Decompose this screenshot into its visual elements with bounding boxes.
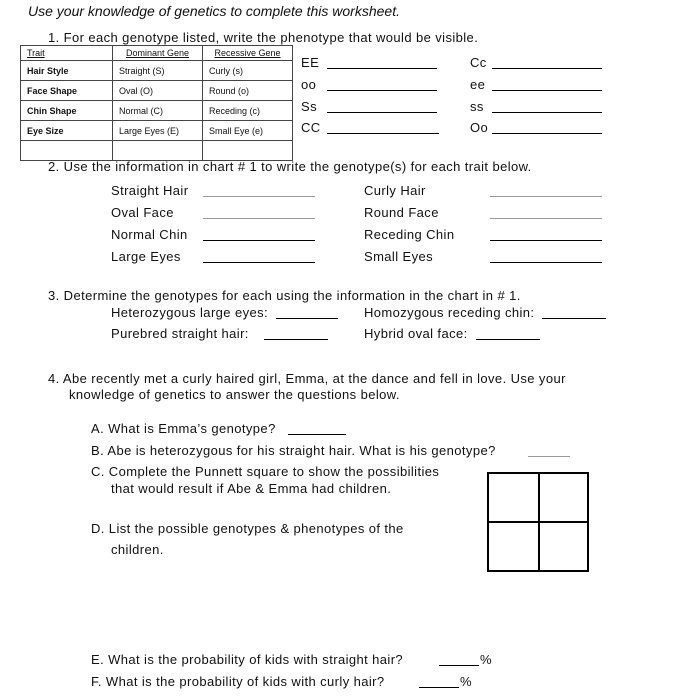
genotype-label: ss (470, 99, 484, 114)
punnett-square[interactable] (487, 472, 589, 572)
answer-blank[interactable] (419, 687, 459, 688)
answer-blank[interactable] (490, 218, 602, 219)
percent-sign: % (480, 652, 492, 667)
answer-blank[interactable] (492, 90, 602, 91)
answer-blank[interactable] (490, 262, 602, 263)
trait-label: Straight Hair (111, 183, 189, 198)
q4-prompt-line1: 4. Abe recently met a curly haired girl, Emma, at the dance and fell in love. Use your (48, 371, 566, 386)
q2-prompt: 2. Use the information in chart # 1 to write the genotype(s) for each trait below. (48, 159, 532, 174)
answer-blank[interactable] (203, 240, 315, 241)
trait-label: Small Eyes (364, 249, 434, 264)
genotype-label: EE (301, 55, 320, 70)
answer-blank[interactable] (203, 218, 315, 219)
answer-blank[interactable] (327, 112, 437, 113)
chart-recessive: Round (o) (203, 81, 293, 101)
answer-blank[interactable] (327, 90, 437, 91)
q3-prompt: 3. Determine the genotypes for each using the information in the chart in # 1. (48, 288, 521, 303)
q4-prompt-line2: knowledge of genetics to answer the questions below. (69, 387, 400, 402)
answer-blank[interactable] (492, 68, 602, 69)
answer-blank[interactable] (490, 240, 602, 241)
q3-item: Hybrid oval face: (364, 326, 468, 341)
percent-sign: % (460, 674, 472, 689)
q4-item-d-line2: children. (111, 542, 164, 557)
answer-blank[interactable] (490, 196, 602, 197)
chart-header-row (21, 46, 293, 61)
q3-item: Heterozygous large eyes: (111, 305, 269, 320)
answer-blank[interactable] (492, 133, 602, 134)
chart-trait: Chin Shape (21, 101, 113, 121)
genotype-label: oo (301, 77, 317, 92)
answer-blank[interactable] (476, 339, 540, 340)
chart-recessive: Small Eye (e) (203, 121, 293, 141)
chart-header-trait: Trait (21, 46, 113, 61)
chart-recessive: Receding (c) (203, 101, 293, 121)
q4-item-e: E. What is the probability of kids with straight hair? (91, 652, 404, 667)
q4-item-b: B. Abe is heterozygous for his straight hair. What is his genotype? (91, 443, 496, 458)
chart-dominant: Straight (S) (113, 61, 203, 81)
chart-trait: Hair Style (21, 61, 113, 81)
answer-blank[interactable] (327, 68, 437, 69)
q4-item-d-line1: D. List the possible genotypes & phenotypes of the (91, 521, 404, 536)
answer-blank[interactable] (203, 196, 315, 197)
genotype-label: ee (470, 77, 486, 92)
q1-prompt: 1. For each genotype listed, write the phenotype that would be visible. (48, 30, 479, 45)
chart-row (21, 81, 293, 101)
worksheet-title: Use your knowledge of genetics to complete this worksheet. (28, 3, 400, 19)
chart-dominant: Large Eyes (E) (113, 121, 203, 141)
chart-header-recessive: Recessive Gene (203, 46, 293, 61)
genetics-chart (20, 45, 293, 161)
answer-blank[interactable] (276, 318, 338, 319)
trait-label: Normal Chin (111, 227, 188, 242)
q4-item-c-line2: that would result if Abe & Emma had children. (111, 481, 392, 496)
punnett-horizontal-divider (489, 521, 587, 523)
chart-spacer-row (21, 141, 293, 161)
answer-blank[interactable] (264, 339, 328, 340)
chart-trait: Eye Size (21, 121, 113, 141)
trait-label: Large Eyes (111, 249, 181, 264)
answer-blank[interactable] (542, 318, 606, 319)
chart-row (21, 61, 293, 81)
trait-label: Curly Hair (364, 183, 426, 198)
q3-item: Purebred straight hair: (111, 326, 249, 341)
chart-row (21, 121, 293, 141)
trait-label: Round Face (364, 205, 439, 220)
answer-blank[interactable] (203, 262, 315, 263)
answer-blank[interactable] (439, 665, 479, 666)
chart-recessive: Curly (s) (203, 61, 293, 81)
genotype-label: CC (301, 120, 321, 135)
chart-trait: Face Shape (21, 81, 113, 101)
answer-blank[interactable] (288, 434, 346, 435)
chart-row (21, 101, 293, 121)
answer-blank[interactable] (492, 112, 602, 113)
answer-blank[interactable] (528, 456, 570, 457)
q4-item-c-line1: C. Complete the Punnett square to show the possibilities (91, 464, 440, 479)
answer-blank[interactable] (327, 133, 439, 134)
genotype-label: Cc (470, 55, 487, 70)
trait-label: Receding Chin (364, 227, 455, 242)
q4-item-a: A. What is Emma’s genotype? (91, 421, 276, 436)
genotype-label: Oo (470, 120, 489, 135)
genotype-label: Ss (301, 99, 317, 114)
q4-item-f: F. What is the probability of kids with curly hair? (91, 674, 385, 689)
q3-item: Homozygous receding chin: (364, 305, 535, 320)
chart-dominant: Oval (O) (113, 81, 203, 101)
trait-label: Oval Face (111, 205, 174, 220)
chart-dominant: Normal (C) (113, 101, 203, 121)
chart-header-dominant: Dominant Gene (113, 46, 203, 61)
